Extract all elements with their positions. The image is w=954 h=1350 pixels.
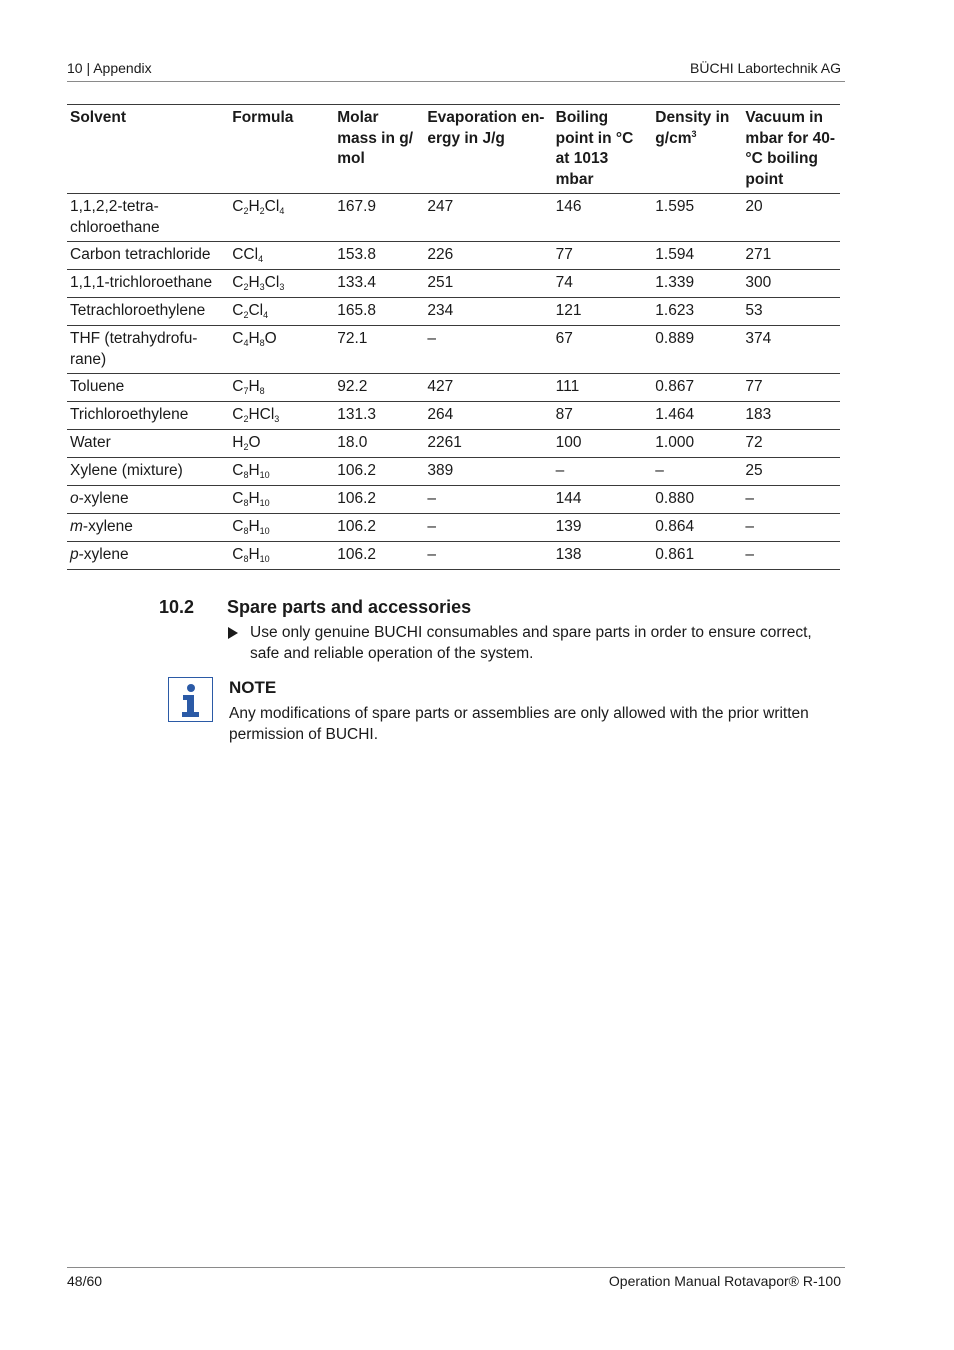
cell-molar: 106.2 (334, 542, 424, 570)
cell-vac: 53 (742, 298, 840, 326)
cell-solvent (67, 194, 229, 242)
cell-vac: – (742, 486, 840, 514)
column-header-evaporation-energy: Evaporation en- ergy in J/g (424, 105, 552, 194)
cell-boil: 77 (553, 242, 653, 270)
cell-dens: 0.880 (652, 486, 742, 514)
cell-molar: 106.2 (334, 486, 424, 514)
solvent-name: Water (70, 434, 111, 451)
cell-vac: 72 (742, 430, 840, 458)
table-row (67, 242, 840, 270)
formula-element: H (248, 518, 260, 535)
solvent-name: Carbon tetrachloride (70, 246, 211, 263)
cell-formula (229, 402, 334, 430)
column-header-formula: Formula (229, 105, 334, 194)
cell-formula (229, 486, 334, 514)
cell-evap: 251 (424, 270, 552, 298)
cell-evap: 2261 (424, 430, 552, 458)
formula-subscript: 7 (243, 386, 249, 396)
formula-element: H (248, 490, 260, 507)
cell-dens: 1.339 (652, 270, 742, 298)
table-row (67, 374, 840, 402)
cell-boil: – (553, 458, 653, 486)
section-title: Spare parts and accessories (227, 597, 472, 617)
cell-formula (229, 458, 334, 486)
cell-evap: 247 (424, 194, 552, 242)
solvent-name: -xylene (82, 518, 133, 535)
cell-solvent (67, 326, 229, 374)
solvent-name: Toluene (70, 378, 125, 395)
cell-formula (229, 270, 334, 298)
cell-vac: 374 (742, 326, 840, 374)
running-header (67, 59, 845, 82)
solvent-prefix: o (70, 490, 79, 507)
solvent-name: -xylene (78, 546, 129, 563)
cell-boil: 139 (553, 514, 653, 542)
formula-subscript: 2 (243, 442, 249, 452)
cell-dens: 1.595 (652, 194, 742, 242)
cell-solvent (67, 298, 229, 326)
cell-formula (229, 194, 334, 242)
table-row (67, 458, 840, 486)
formula-subscript: 2 (243, 282, 249, 292)
formula-element: Cl (248, 302, 264, 319)
formula-subscript: 4 (258, 254, 264, 264)
solvent-name: -xylene (78, 490, 129, 507)
table-row (67, 486, 840, 514)
cell-boil: 138 (553, 542, 653, 570)
formula-subscript: 8 (243, 470, 249, 480)
manual-title: Operation Manual Rotavapor® R-100 (608, 1273, 841, 1289)
formula-element: H (248, 274, 260, 291)
cell-boil: 121 (553, 298, 653, 326)
solvent-name: Xylene (mixture) (70, 462, 183, 479)
formula-subscript: 2 (243, 414, 249, 424)
note-body: Any modifications of spare parts or assemblies are only allowed with the prior written permission of BUCHI. (229, 705, 809, 743)
cell-formula (229, 514, 334, 542)
formula-element: C (232, 518, 244, 535)
cell-dens: 1.464 (652, 402, 742, 430)
density-unit-exponent: 3 (691, 128, 697, 139)
formula-subscript: 2 (259, 206, 265, 216)
formula-subscript: 8 (259, 338, 265, 348)
table-body (67, 194, 840, 570)
column-header-solvent: Solvent (67, 105, 229, 194)
formula-element: C (232, 546, 244, 563)
cell-molar: 18.0 (334, 430, 424, 458)
note-title: NOTE (229, 678, 277, 697)
cell-molar: 165.8 (334, 298, 424, 326)
formula-subscript: 4 (263, 310, 269, 320)
formula-element: H (232, 434, 244, 451)
cell-formula (229, 374, 334, 402)
formula-subscript: 8 (243, 498, 249, 508)
formula-element: C (232, 490, 244, 507)
cell-molar: 167.9 (334, 194, 424, 242)
cell-molar: 72.1 (334, 326, 424, 374)
cell-vac: 25 (742, 458, 840, 486)
density-header-text: Density in g/cm (655, 109, 730, 147)
column-header-vacuum: Vacuum in mbar for 40- °C boiling point (742, 105, 840, 194)
formula-element: C (232, 198, 244, 215)
cell-vac: 271 (742, 242, 840, 270)
cell-dens: 1.594 (652, 242, 742, 270)
cell-molar: 106.2 (334, 514, 424, 542)
cell-dens: 1.623 (652, 298, 742, 326)
solvent-name: 1,1,1-trichloroethane (70, 274, 213, 291)
formula-element: C (232, 302, 244, 319)
cell-solvent (67, 374, 229, 402)
column-header-molar-mass: Molar mass in g/ mol (334, 105, 424, 194)
formula-subscript: 8 (243, 526, 249, 536)
cell-vac: 20 (742, 194, 840, 242)
cell-solvent (67, 270, 229, 298)
cell-dens: 0.867 (652, 374, 742, 402)
formula-element: H (248, 378, 260, 395)
cell-boil: 67 (553, 326, 653, 374)
cell-vac: 300 (742, 270, 840, 298)
formula-subscript: 2 (243, 310, 249, 320)
solvent-name: 1,1,2,2-tetra- chloroethane (70, 198, 160, 236)
formula-subscript: 3 (259, 282, 265, 292)
formula-element: H (248, 546, 260, 563)
formula-element: CCl (232, 246, 259, 263)
cell-dens: 0.861 (652, 542, 742, 570)
cell-molar: 92.2 (334, 374, 424, 402)
cell-dens: 0.889 (652, 326, 742, 374)
cell-evap: – (424, 486, 552, 514)
formula-subscript: 10 (259, 554, 270, 564)
formula-element: O (248, 434, 261, 451)
section-number: 10.2 (159, 597, 195, 617)
table-row (67, 326, 840, 374)
cell-dens: 0.864 (652, 514, 742, 542)
triangle-right-icon (228, 627, 238, 639)
cell-molar: 133.4 (334, 270, 424, 298)
cell-formula (229, 542, 334, 570)
table-header-row (67, 105, 840, 194)
cell-molar: 106.2 (334, 458, 424, 486)
cell-boil: 144 (553, 486, 653, 514)
column-header-boiling-point: Boiling point in °C at 1013 mbar (553, 105, 653, 194)
solvent-name: THF (tetrahydrofu- rane) (70, 330, 198, 368)
formula-subscript: 10 (259, 470, 270, 480)
cell-evap: 389 (424, 458, 552, 486)
cell-boil: 111 (553, 374, 653, 402)
table-row (67, 430, 840, 458)
formula-element: Cl (264, 198, 280, 215)
formula-element: Cl (264, 274, 280, 291)
cell-evap: 427 (424, 374, 552, 402)
cell-evap: 226 (424, 242, 552, 270)
solvent-prefix: m (70, 518, 83, 535)
header-chapter: 10 | Appendix (67, 60, 152, 76)
cell-evap: 264 (424, 402, 552, 430)
formula-element: H (248, 198, 260, 215)
cell-boil: 87 (553, 402, 653, 430)
cell-molar: 131.3 (334, 402, 424, 430)
solvent-name: Tetrachloroethylene (70, 302, 206, 319)
cell-evap: – (424, 514, 552, 542)
page-number: 48/60 (67, 1273, 103, 1289)
cell-vac: 183 (742, 402, 840, 430)
cell-formula (229, 298, 334, 326)
formula-element: H (248, 462, 260, 479)
solvent-name: Trichloroethylene (70, 406, 189, 423)
formula-element: C (232, 378, 244, 395)
formula-element: H (248, 330, 260, 347)
table-row (67, 402, 840, 430)
cell-solvent (67, 458, 229, 486)
cell-solvent (67, 402, 229, 430)
formula-subscript: 8 (259, 386, 265, 396)
formula-subscript: 10 (259, 498, 270, 508)
cell-boil: 100 (553, 430, 653, 458)
running-footer (67, 1267, 845, 1292)
cell-molar: 153.8 (334, 242, 424, 270)
solvent-table (67, 104, 840, 570)
cell-solvent (67, 542, 229, 570)
cell-solvent (67, 242, 229, 270)
formula-subscript: 4 (243, 338, 249, 348)
table-row (67, 194, 840, 242)
table-row (67, 270, 840, 298)
cell-solvent (67, 430, 229, 458)
formula-element: O (264, 330, 277, 347)
formula-subscript: 2 (243, 206, 249, 216)
cell-boil: 74 (553, 270, 653, 298)
cell-dens: – (652, 458, 742, 486)
formula-subscript: 3 (274, 414, 280, 424)
cell-formula (229, 430, 334, 458)
instruction-text: Use only genuine BUCHI consumables and spare parts in order to ensure correct, safe and reliable operation of the system. (250, 624, 812, 662)
formula-subscript: 3 (279, 282, 285, 292)
table-row (67, 542, 840, 570)
cell-formula (229, 242, 334, 270)
formula-element: C (232, 406, 244, 423)
formula-element: C (232, 330, 244, 347)
cell-vac: – (742, 542, 840, 570)
table-row (67, 514, 840, 542)
solvent-prefix: p (70, 546, 79, 563)
cell-solvent (67, 514, 229, 542)
cell-evap: – (424, 542, 552, 570)
header-company: BÜCHI Labortechnik AG (690, 60, 841, 76)
cell-solvent (67, 486, 229, 514)
formula-element: C (232, 462, 244, 479)
formula-element: HCl (248, 406, 275, 423)
formula-subscript: 8 (243, 554, 249, 564)
cell-vac: 77 (742, 374, 840, 402)
cell-dens: 1.000 (652, 430, 742, 458)
cell-boil: 146 (553, 194, 653, 242)
info-icon (168, 677, 213, 722)
cell-evap: 234 (424, 298, 552, 326)
column-header-density (652, 105, 742, 194)
cell-formula (229, 326, 334, 374)
table-row (67, 298, 840, 326)
formula-subscript: 4 (279, 206, 285, 216)
cell-vac: – (742, 514, 840, 542)
cell-evap: – (424, 326, 552, 374)
formula-subscript: 10 (259, 526, 270, 536)
formula-element: C (232, 274, 244, 291)
